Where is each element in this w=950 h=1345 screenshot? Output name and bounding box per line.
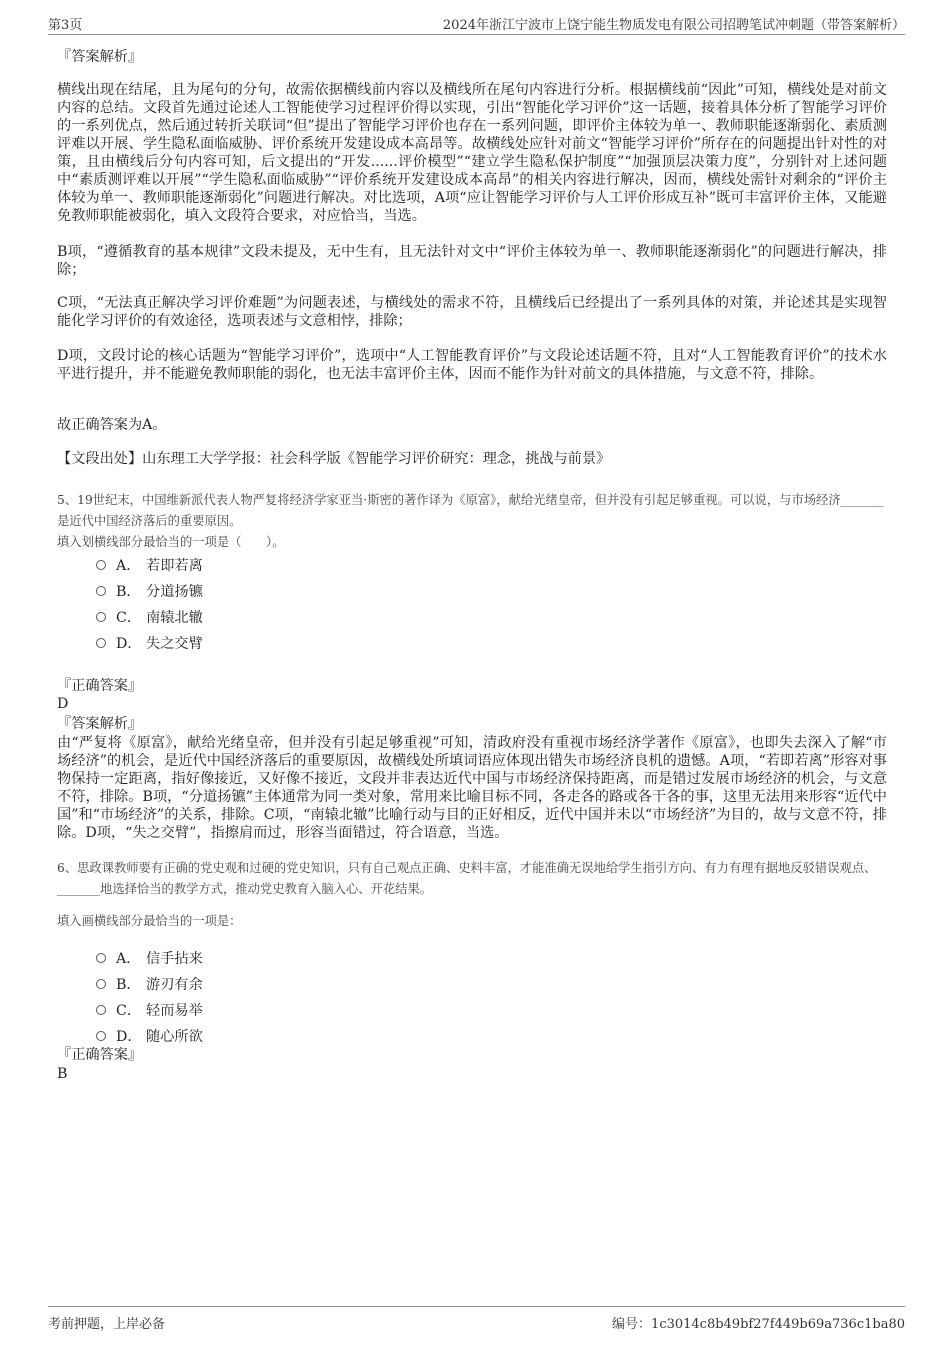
question-6-answer-label: 『正确答案』 <box>57 1047 143 1063</box>
analysis-text: 横线出现在结尾，且为尾句的分句，故需依据横线前内容以及横线所在尾句内容进行分析。根据横线前“因此”可知，横线处是对前文内容的总结。文段首先通过论述人工智能使学习过程评价得以实现，引出“智能化学习评价”这一话题，接着具体分析了智能学习评价的一系列优点，然后通过转折关联词“但”提出了智能学习评价也存在一系列问题，即评价主体较为单一、教师职能逐渐弱化、素质测评难以开展、学生隐私面临威胁、评价系统开发建设成本高昂等。故横线处应针对前文“智能学习评价”所存在的问题提出针对性的对策，且由横线后分句内容可知，后文提出的“开发......评价模型”“建立学生隐私保护制度”“加强顶层决策力度”，分别针对上述问题中“素质测评难以开展”“学生隐私面临威胁”“评价系统开发建设成本高昂”的相关内容进行解决，因而，横线处需针对剩余的“评价主体较为单一、教师职能逐渐弱化”问题进行解决。对比选项，A项“应让智能学习评价与人工评价形成互补”既可丰富评价主体，又能避免教师职能被弱化，填入文段符合要求，对应恰当，当选。 <box>57 82 887 224</box>
document-id: 编号：1c3014c8b49bf27f449b69a736c1ba80 <box>612 1317 905 1332</box>
question-5-stem <box>57 490 887 553</box>
correct-answer-statement: 故正确答案为A。 <box>57 417 167 433</box>
question-5-text: 5、19世纪末，中国维新派代表人物严复将经济学家亚当·斯密的著作译为《原富》，献给光绪皇帝，但并没有引起足够重视。可以说，与市场经济_______是近代中国经济落后的重要原因。 <box>57 493 884 528</box>
question-6-option-d[interactable]: D． 随心所欲 <box>96 1028 203 1046</box>
page-number: 第3页 <box>48 18 83 33</box>
analysis-label: 『答案解析』 <box>57 49 143 65</box>
question-5-instruction: 填入划横线部分最恰当的一项是（ ）。 <box>57 535 285 549</box>
page-header <box>48 12 905 35</box>
question-5-analysis <box>57 734 887 842</box>
question-6-answer: B <box>57 1066 68 1082</box>
radio-icon[interactable] <box>96 979 106 989</box>
option-d-explanation: D项，文段讨论的核心话题为“智能学习评价”，选项中“人工智能教育评价”与文段论述话题不符，且对“人工智能教育评价”的技术水平进行提升，并不能避免教师职能的弱化，也无法丰富评价主体，因而不能作为针对前文的具体措施，与文意不符，排除。 <box>57 348 887 382</box>
analysis-conclusion <box>57 416 887 434</box>
question-6-option-a[interactable]: A． 信手拈来 <box>96 950 203 968</box>
footer-slogan: 考前押题，上岸必备 <box>48 1317 166 1332</box>
document-title: 2024年浙江宁波市上饶宁能生物质发电有限公司招聘笔试冲刺题（带答案解析） <box>442 18 905 33</box>
page-footer <box>48 1306 905 1333</box>
question-5-answer-label: 『正确答案』 <box>57 678 143 694</box>
source-citation: 【文段出处】山东理工大学学报：社会科学版《智能学习评价研究：理念，挑战与前景》 <box>57 451 611 467</box>
question-6-instruction-block <box>57 911 887 932</box>
radio-icon[interactable] <box>96 638 106 648</box>
question-5-option-c[interactable]: C． 南辕北辙 <box>96 609 203 627</box>
radio-icon[interactable] <box>96 612 106 622</box>
question-6-stem <box>57 858 887 900</box>
analysis-paragraph-main <box>57 81 887 225</box>
question-5-analysis-label: 『答案解析』 <box>57 716 143 732</box>
radio-icon[interactable] <box>96 560 106 570</box>
question-5-analysis-text: 由“严复将《原富》，献给光绪皇帝，但并没有引起足够重视”可知，清政府没有重视市场经济学著作《原富》，也即失去深入了解“市场经济”的机会，是近代中国经济落后的重要原因，故横线处所填词语应体现出错失市场经济良机的遗憾。A项，“若即若离”形容对事物保持一定距离，指好像接近，又好像不接近，文段并非表达近代中国与市场经济保持距离，而是错过发展市场经济的机会，与文意不符，排除。B项，“分道扬镳”主体通常为同一类对象，常用来比喻目标不同，各走各的路或各干各的事，这里无法用来形容“近代中国”和“市场经济”的关系，排除。C项，“南辕北辙”比喻行动与目的正好相反，近代中国并未以“市场经济”为目的，故与文意不符，排除。D项，“失之交臂”，指擦肩而过，形容当面错过，符合语意，当选。 <box>57 735 887 841</box>
passage-source <box>57 450 887 468</box>
question-5-option-d[interactable]: D． 失之交臂 <box>96 635 203 653</box>
question-6-text: 6、思政课教师要有正确的党史观和过硬的党史知识，只有自己观点正确、史料丰富，才能准确无误地给学生指引方向、有力有理有据地反驳错误观点、_______地选择恰当的教学方式，推动党史教育入脑入心、开花结果。 <box>57 861 877 896</box>
question-5-answer: D <box>57 696 69 712</box>
option-b-explanation: B项，“遵循教育的基本规律”文段未提及，无中生有，且无法针对文中“评价主体较为单一、教师职能逐渐弱化”的问题进行解决，排除； <box>57 244 887 278</box>
question-6-option-b[interactable]: B． 游刃有余 <box>96 976 203 994</box>
question-6-option-c[interactable]: C． 轻而易举 <box>96 1002 203 1020</box>
analysis-paragraph-d <box>57 347 887 383</box>
option-c-explanation: C项，“无法真正解决学习评价难题”为问题表述，与横线处的需求不符，且横线后已经提出了一系列具体的对策，并论述其是实现智能化学习评价的有效途径，选项表述与文意相悖，排除； <box>57 295 887 329</box>
question-5-option-a[interactable]: A． 若即若离 <box>96 557 203 575</box>
radio-icon[interactable] <box>96 953 106 963</box>
analysis-paragraph-c <box>57 294 887 330</box>
radio-icon[interactable] <box>96 1005 106 1015</box>
question-6-instruction: 填入画横线部分最恰当的一项是： <box>57 914 242 928</box>
radio-icon[interactable] <box>96 586 106 596</box>
analysis-paragraph-b <box>57 243 887 279</box>
question-5-option-b[interactable]: B． 分道扬镳 <box>96 583 203 601</box>
radio-icon[interactable] <box>96 1031 106 1041</box>
